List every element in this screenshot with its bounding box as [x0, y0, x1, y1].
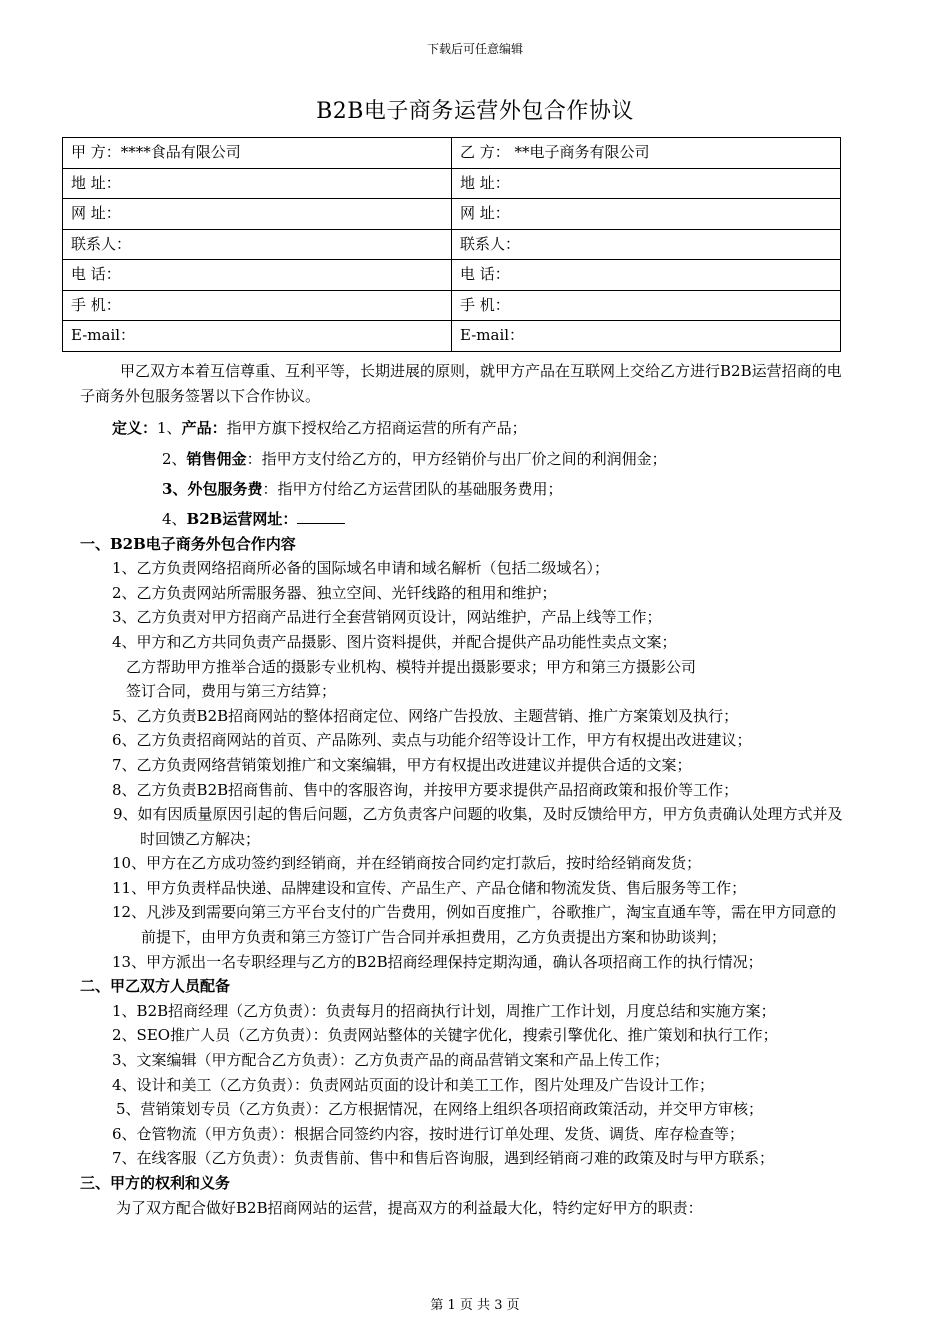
party-a-cell: 网 址：: [63, 199, 452, 230]
party-a-cell: E-mail：: [63, 321, 452, 352]
parties-row: [63, 229, 841, 260]
definition-2: [80, 447, 850, 472]
party-a-cell: 联系人：: [63, 229, 452, 260]
definition-4-number: 4、: [162, 509, 187, 528]
parties-table: [62, 137, 841, 352]
definition-1-text: 指甲方旗下授权给乙方招商运营的所有产品；: [226, 419, 527, 438]
party-b-cell: 手 机：: [452, 290, 841, 321]
header-note: 下载后可任意编辑: [426, 42, 523, 56]
party-a-cell: 电 话：: [63, 260, 452, 291]
section-2-item-4: 4、设计和美工（乙方负责）：负责网站页面的设计和美工工作，图片处理及广告设计工作；: [112, 1075, 715, 1094]
intro-paragraph: 甲乙双方本着互信尊重、互利平等，长期进展的原则，就甲方产品在互联网上交给乙方进行B2B运营招商的电子商务外包服务签署以下合作协议。: [80, 362, 842, 405]
party-b-cell: 联系人：: [452, 229, 841, 260]
section-1-item-4-note-2: 签订合同，费用与第三方结算；: [126, 682, 337, 701]
definition-3-term: 外包服务费: [187, 480, 263, 499]
section-1-item-7: 7、乙方负责网络营销策划推广和文案编辑，甲方有权提出改进建议并提供合适的文案；: [112, 755, 692, 774]
blank-underline: [297, 509, 345, 524]
section-1-item-11: 11、甲方负责样品快递、品牌建设和宣传、产品生产、产品仓储和物流发货、售后服务等工作；: [112, 878, 747, 897]
definition-1-number: 1、: [157, 419, 182, 438]
section-1-item-5: 5、乙方负责B2B招商网站的整体招商定位、网络广告投放、主题营销、推广方案策划及执行；: [112, 706, 739, 725]
document-title: B2B电子商务运营外包合作协议: [316, 99, 634, 124]
section-1-heading: 一、B2B电子商务外包合作内容: [80, 534, 296, 553]
parties-row: [63, 138, 841, 169]
parties-row: [63, 260, 841, 291]
definition-3: [80, 477, 850, 502]
parties-row: [63, 168, 841, 199]
section-2-item-7: 7、在线客服（乙方负责）：负责售前、售中和售后咨询服，遇到经销商刁难的政策及时与甲方联系；: [112, 1149, 775, 1168]
section-1-item-4: 4、甲方和乙方共同负责产品摄影、图片资料提供，并配合提供产品功能性卖点文案；: [112, 632, 677, 651]
section-1-item-8: 8、乙方负责B2B招商售前、售中的客服咨询，并按甲方要求提供产品招商政策和报价等工作；: [112, 780, 739, 799]
section-2-item-1: 1、B2B招商经理（乙方负责）：负责每月的招商执行计划，周推广工作计划，月度总结和实施方案；: [112, 1001, 776, 1020]
parties-row: [63, 290, 841, 321]
section-1-item-2: 2、乙方负责网站所需服务器、独立空间、光钎线路的租用和维护；: [112, 583, 557, 602]
section-1-item-12: 12、凡涉及到需要向第三方平台支付的广告费用，例如百度推广，谷歌推广，淘宝直通车等，需在甲方同意的前提下，由甲方负责和第三方签订广告合同并承担费用，乙方负责提出方案和协助谈判；: [112, 903, 837, 947]
party-b-cell: 电 话：: [452, 260, 841, 291]
section-3-lead: 为了双方配合做好B2B招商网站的运营，提高双方的利益最大化，特约定好甲方的职责：: [116, 1198, 703, 1217]
section-1-item-3: 3、乙方负责对甲方招商产品进行全套营销网页设计，网站维护，产品上线等工作；: [112, 608, 662, 627]
party-b-cell: E-mail：: [452, 321, 841, 352]
party-b-cell: 网 址：: [452, 199, 841, 230]
section-1-item-4-note-1: 乙方帮助甲方推举合适的摄影专业机构、模特并提出摄影要求；甲方和第三方摄影公司: [126, 657, 697, 676]
party-b-cell: 乙 方： **电子商务有限公司: [452, 138, 841, 169]
party-a-cell: 手 机：: [63, 290, 452, 321]
definition-3-text: ：指甲方付给乙方运营团队的基础服务费用；: [262, 480, 563, 499]
section-2-item-5: 5、营销策划专员（乙方负责）：乙方根据情况，在网络上组织各项招商政策活动，并交甲方审核；: [116, 1100, 764, 1119]
parties-row: [63, 321, 841, 352]
section-2-item-3: 3、文案编辑（甲方配合乙方负责）：乙方负责产品的商品营销文案和产品上传工作；: [112, 1051, 670, 1070]
party-b-cell: 地 址：: [452, 168, 841, 199]
party-a-cell: 甲 方：****食品有限公司: [63, 138, 452, 169]
definition-1-term: 产品：: [181, 419, 227, 438]
agreement-body: [80, 359, 850, 1220]
definition-2-text: ：指甲方支付给乙方的，甲方经销价与出厂价之间的利润佣金；: [246, 449, 667, 468]
definition-4-term: B2B运营网址：: [186, 509, 298, 528]
definition-3-number: 3、: [162, 480, 188, 499]
section-2-heading: 二、甲乙双方人员配备: [80, 977, 231, 996]
section-1-item-13: 13、甲方派出一名专职经理与乙方的B2B招商经理保持定期沟通，确认各项招商工作的执行情况；: [112, 952, 763, 971]
section-1-item-6: 6、乙方负责招商网站的首页、产品陈列、卖点与功能介绍等设计工作，甲方有权提出改进建议；: [112, 731, 752, 750]
section-1-item-1: 1、乙方负责网络招商所必备的国际域名申请和域名解析（包括二级域名）；: [112, 559, 610, 578]
section-2-item-2: 2、SEO推广人员（乙方负责）：负责网站整体的关键字优化，搜索引擎优化、推广策划和执行工作；: [112, 1026, 778, 1045]
parties-row: [63, 199, 841, 230]
section-1-item-10: 10、甲方在乙方成功签约到经销商，并在经销商按合同约定打款后，按时给经销商发货；: [112, 854, 702, 873]
definition-2-term: 销售佣金: [186, 449, 247, 468]
section-1-item-9: 9、如有因质量原因引起的售后问题，乙方负责客户问题的收集，及时反馈给甲方，甲方负责确认处理方式并及时回馈乙方解决；: [113, 805, 843, 848]
party-a-cell: 地 址：: [63, 168, 452, 199]
section-3-heading: 三、甲方的权利和义务: [80, 1174, 231, 1192]
definition-2-number: 2、: [162, 449, 187, 468]
definitions-label: 定义：: [112, 419, 158, 438]
page-footer: 第 1 页 共 3 页: [430, 1298, 520, 1313]
definition-4: [80, 507, 850, 532]
definition-1: [80, 416, 850, 441]
section-2-item-6: 6、仓管物流（甲方负责）：根据合同签约内容，按时进行订单处理、发货、调货、库存检查等；: [112, 1124, 745, 1143]
